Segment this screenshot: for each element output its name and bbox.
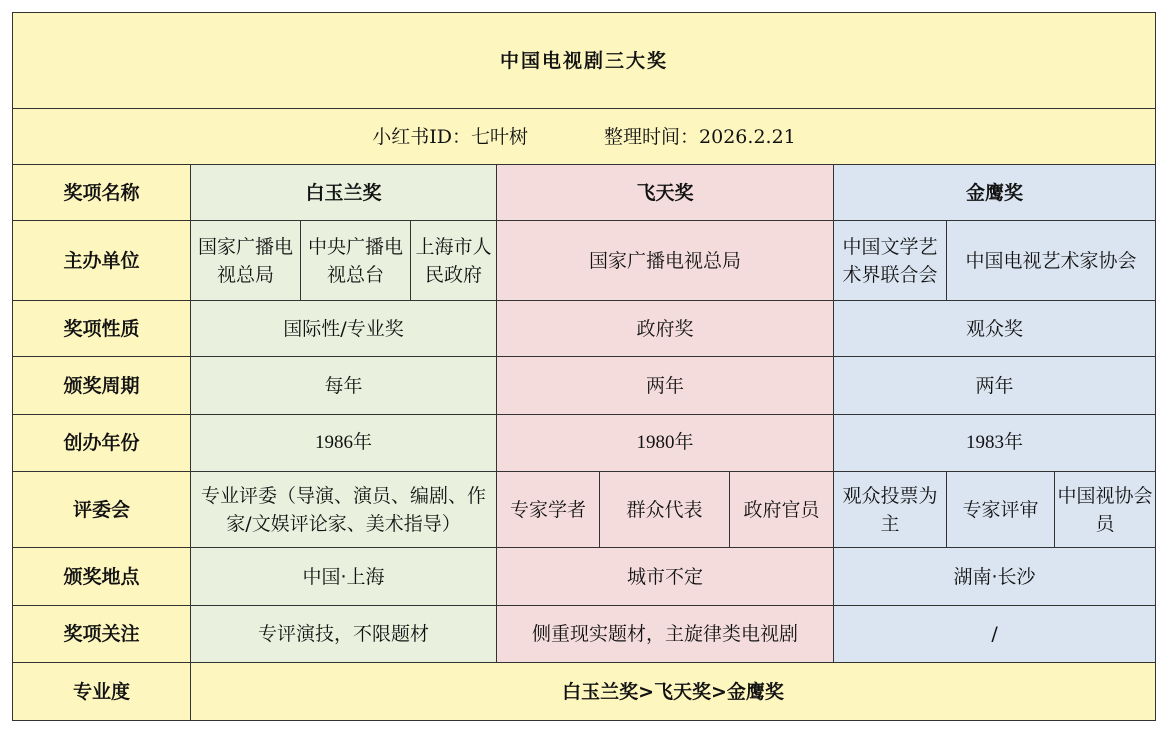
golden-eagle-cycle: 两年 [834,357,1156,415]
feitian-organizer: 国家广播电视总局 [497,221,834,301]
feitian-nature: 政府奖 [497,301,834,357]
magnolia-cycle: 每年 [191,357,497,415]
feitian-venue: 城市不定 [497,548,834,606]
golden-eagle-founded: 1983年 [834,415,1156,472]
magnolia-name: 白玉兰奖 [191,165,497,221]
feitian-jury-experts: 专家学者 [497,472,600,548]
label-focus: 奖项关注 [13,606,191,663]
golden-eagle-focus: / [834,606,1156,663]
label-founded: 创办年份 [13,415,191,472]
label-professionalism: 专业度 [13,663,191,721]
magnolia-jury: 专业评委（导演、演员、编剧、作家/文娱评论家、美术指导） [191,472,497,548]
label-cycle: 颁奖周期 [13,357,191,415]
feitian-focus: 侧重现实题材，主旋律类电视剧 [497,606,834,663]
magnolia-venue: 中国·上海 [191,548,497,606]
feitian-jury-public: 群众代表 [600,472,730,548]
subtitle-row [13,109,1156,165]
magnolia-organizer-3: 上海市人民政府 [411,221,497,301]
feitian-cycle: 两年 [497,357,834,415]
golden-eagle-name: 金鹰奖 [834,165,1156,221]
golden-eagle-jury-experts: 专家评审 [947,472,1055,548]
golden-eagle-venue: 湖南·长沙 [834,548,1156,606]
golden-eagle-organizer-1: 中国文学艺术界联合会 [834,221,947,301]
awards-comparison-table [12,12,1156,721]
author-id: 小红书ID：七叶树 [372,125,529,148]
golden-eagle-nature: 观众奖 [834,301,1156,357]
feitian-jury-officials: 政府官员 [730,472,834,548]
label-organizer: 主办单位 [13,221,191,301]
golden-eagle-jury-audience: 观众投票为主 [834,472,947,548]
magnolia-organizer-1: 国家广播电视总局 [191,221,301,301]
compile-date: 整理时间：2026.2.21 [604,125,796,148]
golden-eagle-organizer-2: 中国电视艺术家协会 [947,221,1156,301]
label-jury: 评委会 [13,472,191,548]
label-award-name: 奖项名称 [13,165,191,221]
magnolia-organizer-2: 中央广播电视总台 [301,221,411,301]
feitian-founded: 1980年 [497,415,834,472]
page-title: 中国电视剧三大奖 [13,13,1156,109]
magnolia-nature: 国际性/专业奖 [191,301,497,357]
golden-eagle-jury-members: 中国视协会员 [1055,472,1156,548]
label-nature: 奖项性质 [13,301,191,357]
magnolia-focus: 专评演技，不限题材 [191,606,497,663]
magnolia-founded: 1986年 [191,415,497,472]
label-venue: 颁奖地点 [13,548,191,606]
feitian-name: 飞天奖 [497,165,834,221]
professionalism-ranking: 白玉兰奖>飞天奖>金鹰奖 [191,663,1156,721]
